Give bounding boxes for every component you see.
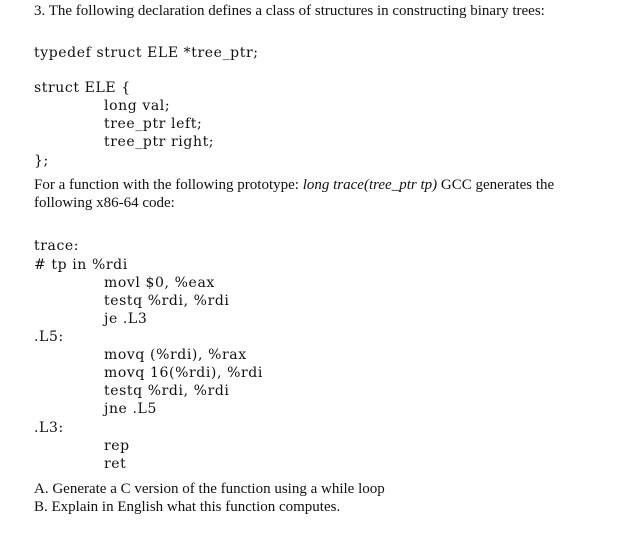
asm-line: testq %rdi, %rdi bbox=[104, 293, 230, 309]
prompt-pre: For a function with the following prototype: bbox=[34, 177, 303, 193]
prompt-line-2: following x86-64 code: bbox=[34, 195, 175, 211]
asm-line: ret bbox=[104, 456, 127, 472]
struct-close: }; bbox=[34, 153, 49, 169]
asm-comment: # tp in %rdi bbox=[34, 257, 128, 273]
asm-line: testq %rdi, %rdi bbox=[104, 383, 230, 399]
asm-line: je .L3 bbox=[104, 311, 148, 327]
typedef-line: typedef struct ELE *tree_ptr; bbox=[34, 45, 259, 61]
asm-line: movq 16(%rdi), %rdi bbox=[104, 365, 263, 381]
asm-label-l3: .L3: bbox=[34, 420, 64, 436]
prompt-line-1 bbox=[34, 176, 554, 194]
asm-line: movq (%rdi), %rax bbox=[104, 347, 247, 363]
asm-label-trace: trace: bbox=[34, 238, 80, 254]
part-a: A. Generate a C version of the function using a while loop bbox=[34, 481, 385, 497]
struct-field-left: tree_ptr left; bbox=[104, 116, 203, 132]
asm-label-l5: .L5: bbox=[34, 329, 64, 345]
asm-line: movl $0, %eax bbox=[104, 275, 215, 291]
question-title: 3. The following declaration defines a class of structures in constructing binary trees: bbox=[34, 3, 545, 19]
struct-open: struct ELE { bbox=[34, 80, 131, 96]
struct-field-right: tree_ptr right; bbox=[104, 134, 215, 150]
prompt-post: GCC generates the bbox=[437, 177, 555, 193]
asm-line: jne .L5 bbox=[104, 401, 157, 417]
struct-field-val: long val; bbox=[104, 98, 171, 114]
asm-line: rep bbox=[104, 438, 130, 454]
prompt-prototype: long trace(tree_ptr tp) bbox=[302, 177, 438, 193]
part-b: B. Explain in English what this function computes. bbox=[34, 499, 341, 515]
